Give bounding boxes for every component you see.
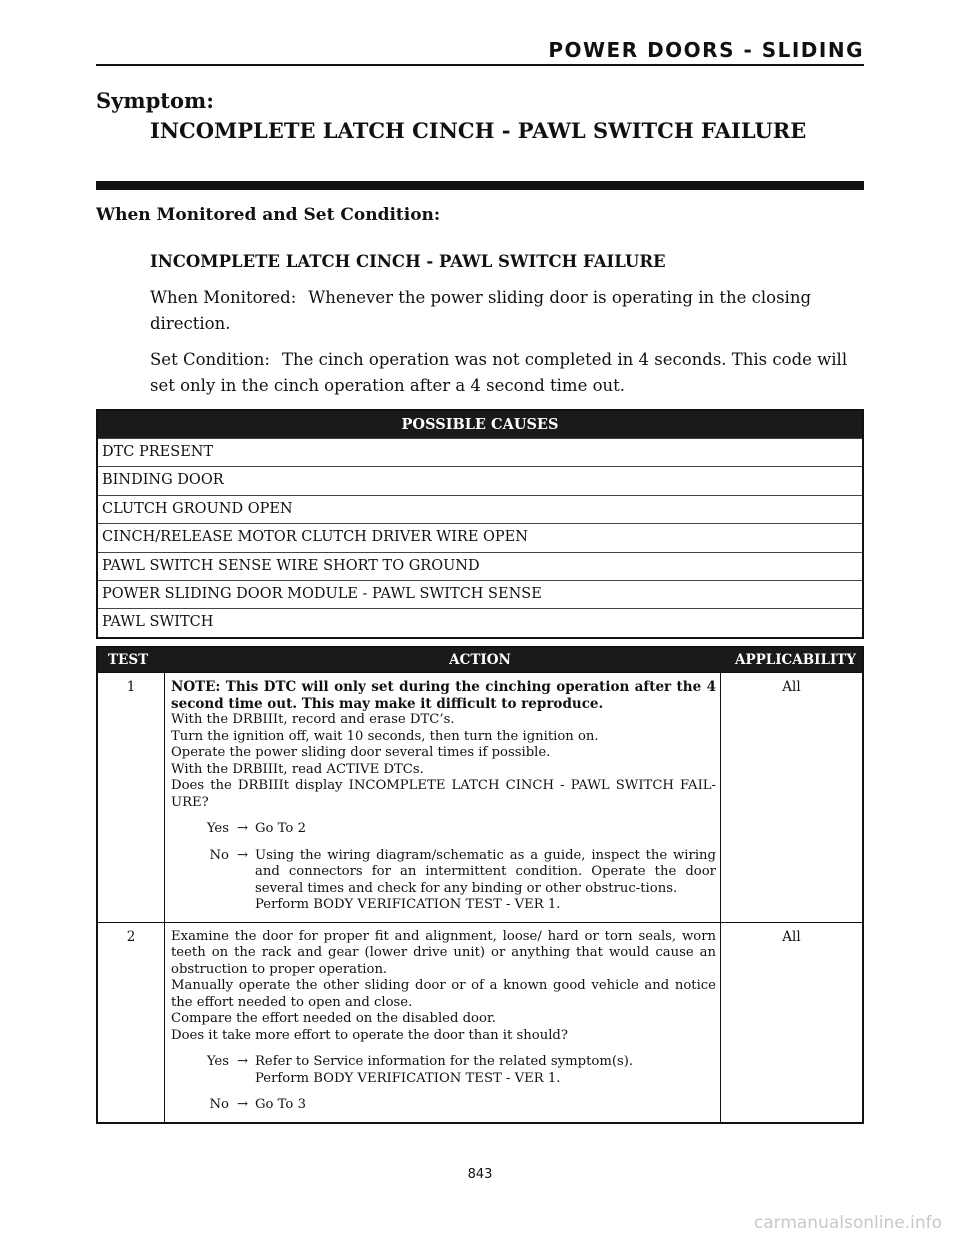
yes-label: Yes (206, 821, 229, 836)
cause-item: POWER SLIDING DOOR MODULE - PAWL SWITCH SENSE (98, 580, 862, 608)
cause-item: BINDING DOOR (98, 466, 862, 494)
action-line: With the DRBIIIt, read ACTIVE DTCs. (171, 761, 424, 777)
header-applicability: APPLICABILITY (734, 652, 856, 668)
set-condition (150, 347, 864, 399)
no-text: Go To 3 (255, 1097, 306, 1112)
conditions-block (150, 249, 864, 409)
action-line: With the DRBIIIt, record and erase DTC’s. (171, 712, 455, 727)
set-condition-text: The cinch operation was not completed in 4 seconds. This code will set only in the cinch operation after a 4 second time out. (150, 350, 848, 395)
test-note: NOTE: This DTC will only set during the cinching operation after the 4 second time out. This may make it difficult to reproduce. (171, 679, 716, 712)
yes-text-line: Perform BODY VERIFICATION TEST - VER 1. (255, 1070, 561, 1086)
test-action (164, 673, 721, 922)
page-number: 843 (467, 1167, 493, 1182)
set-condition-label: Set Condition: (150, 350, 270, 369)
header-action: ACTION (449, 652, 511, 668)
watermark: carmanualsonline.info (753, 1213, 942, 1233)
no-text-line: Using the wiring diagram/schematic as a guide, inspect the wiring and connectors for an intermittent condition. Operate the door several times and check for any binding or other obstruc-tions. (255, 847, 716, 896)
test-table-header (98, 648, 862, 672)
test-action (164, 923, 721, 1122)
arrow-right-icon: → (237, 847, 249, 863)
no-label: No (209, 847, 229, 863)
test-number: 1 (126, 679, 136, 695)
symptom-label: Symptom: (96, 88, 214, 113)
when-monitored-text: Whenever the power sliding door is operating in the closing direction. (150, 288, 812, 333)
header-test: TEST (108, 652, 149, 668)
when-monitored (150, 285, 864, 337)
yes-branch (171, 1054, 716, 1087)
yes-text-line: Refer to Service information for the related symptom(s). (255, 1054, 634, 1069)
possible-causes-header: POSSIBLE CAUSES (98, 411, 862, 438)
yes-label: Yes (206, 1054, 229, 1069)
arrow-right-icon: → (237, 821, 249, 836)
yes-text: Go To 2 (255, 821, 306, 836)
section-divider (96, 181, 864, 190)
header-rule (96, 64, 864, 66)
test-applicability: All (782, 928, 801, 945)
action-line: Compare the effort needed on the disabled door. (171, 1011, 496, 1026)
action-line: Manually operate the other sliding door or of a known good vehicle and notice the effort needed to open and close. (171, 978, 716, 1010)
arrow-right-icon: → (237, 1054, 249, 1069)
action-line: Does the DRBIIIt display INCOMPLETE LATCH CINCH - PAWL SWITCH FAIL-URE? (171, 778, 716, 810)
action-line: Examine the door for proper fit and alignment, loose/ hard or torn seals, worn teeth on the rack and gear (lower drive unit) or anything that would cause an obstruction to proper operation. (171, 928, 716, 977)
cause-item: DTC PRESENT (98, 438, 862, 466)
action-line: Turn the ignition off, wait 10 seconds, then turn the ignition on. (171, 728, 599, 744)
conditions-heading: When Monitored and Set Condition: (96, 205, 441, 225)
arrow-right-icon: → (237, 1097, 249, 1112)
action-line: Does it take more effort to operate the door than it should? (171, 1027, 568, 1043)
test-number: 2 (126, 928, 136, 945)
action-line: Operate the power sliding door several times if possible. (171, 745, 551, 760)
yes-branch (171, 821, 716, 838)
symptom-title: INCOMPLETE LATCH CINCH - PAWL SWITCH FAILURE (150, 118, 807, 143)
cause-item: CLUTCH GROUND OPEN (98, 495, 862, 523)
no-branch (171, 848, 716, 914)
table-row (98, 922, 862, 1122)
test-table (96, 646, 864, 1124)
possible-causes-table (96, 409, 864, 639)
no-text (255, 848, 716, 914)
cause-item: PAWL SWITCH (98, 608, 862, 636)
no-label: No (209, 1097, 229, 1112)
no-branch (171, 1097, 716, 1114)
condition-name: INCOMPLETE LATCH CINCH - PAWL SWITCH FAILURE (150, 252, 666, 271)
cause-item: PAWL SWITCH SENSE WIRE SHORT TO GROUND (98, 552, 862, 580)
yes-text (255, 1054, 716, 1087)
test-applicability: All (782, 679, 801, 695)
no-text-line: Perform BODY VERIFICATION TEST - VER 1. (255, 897, 561, 912)
page-header-title: POWER DOORS - SLIDING (548, 38, 864, 62)
when-monitored-label: When Monitored: (150, 288, 297, 307)
cause-item: CINCH/RELEASE MOTOR CLUTCH DRIVER WIRE OPEN (98, 523, 862, 551)
table-row (98, 672, 862, 922)
